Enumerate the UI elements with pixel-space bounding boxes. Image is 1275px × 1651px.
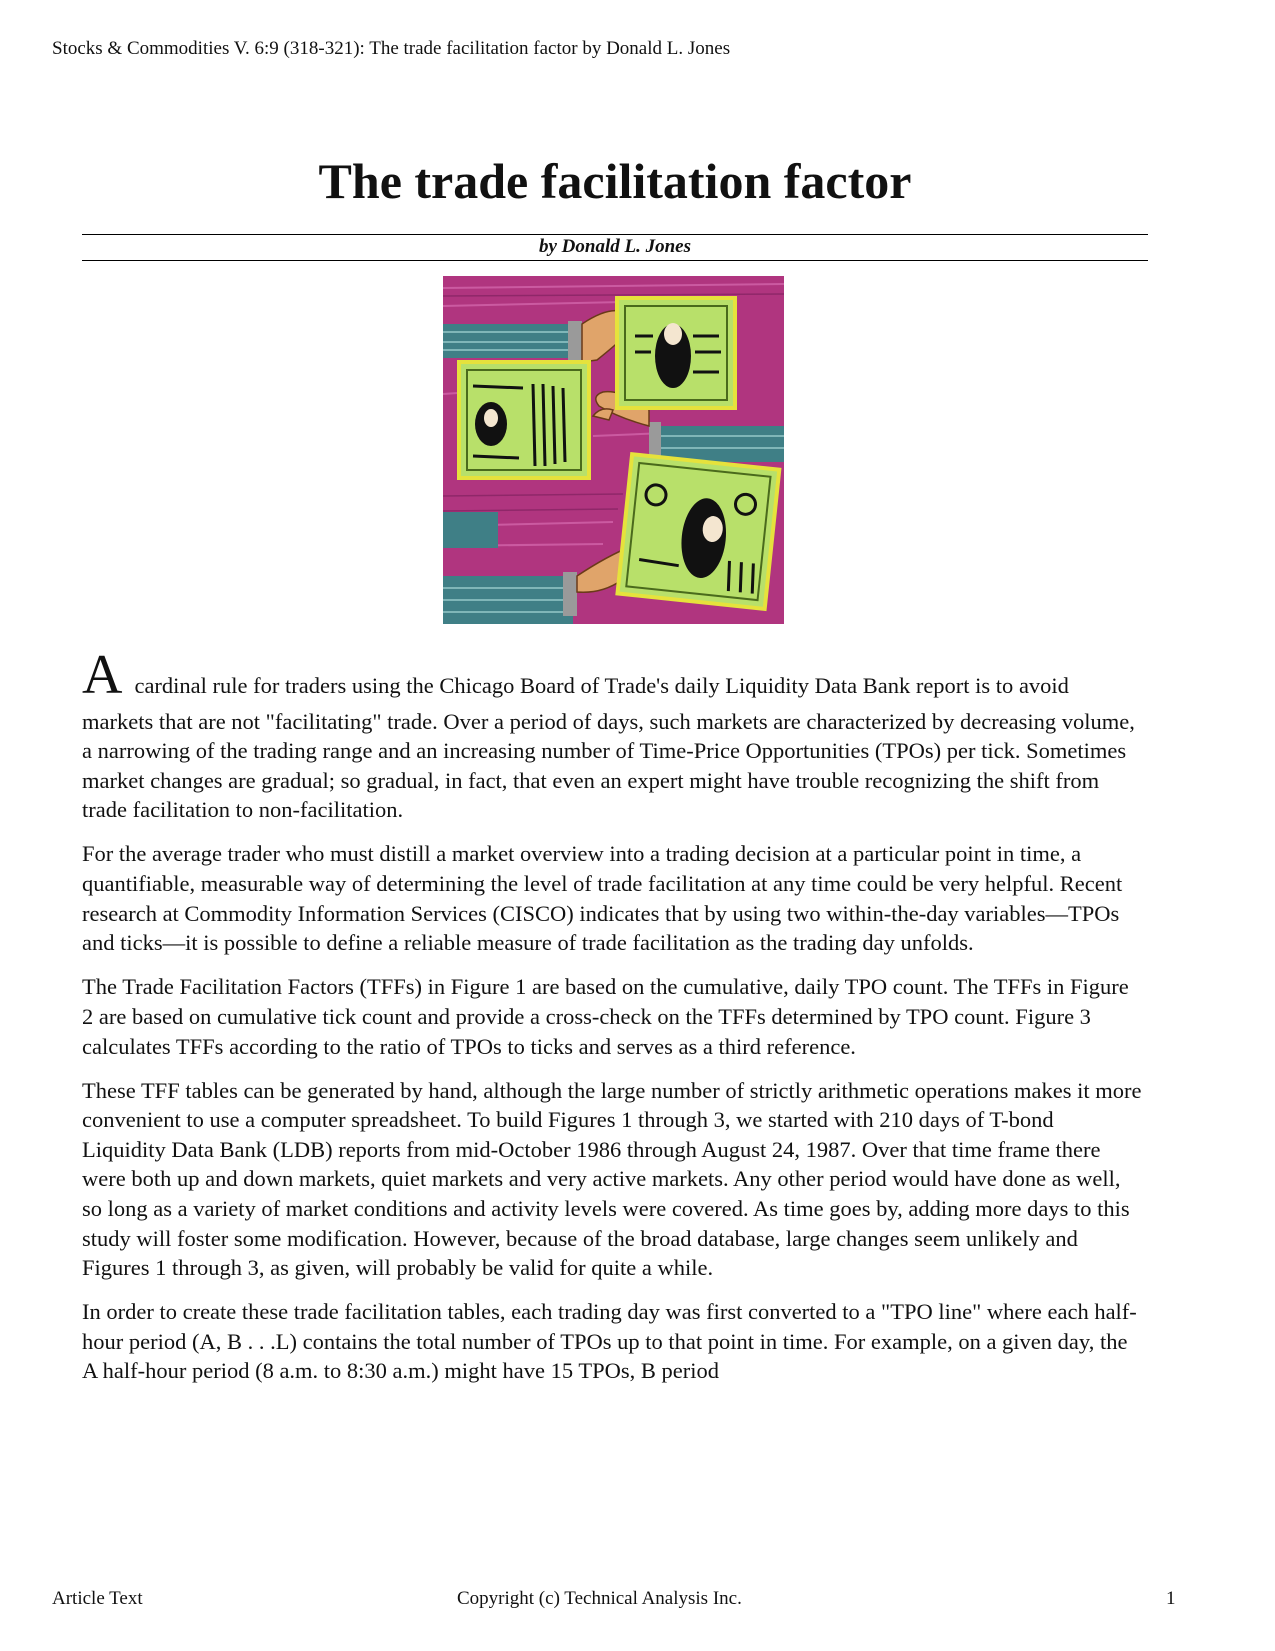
money-exchange-illustration [443, 276, 784, 624]
footer-copyright: Copyright (c) Technical Analysis Inc. [457, 1588, 742, 1609]
first-paragraph-lead: cardinal rule for traders using the Chicago Board of Trade's daily Liquidity Data Bank report is to [134, 673, 1014, 698]
byline-rule-bottom [82, 260, 1148, 261]
paragraph: For the average trader who must distill a market overview into a trading decision at a particular point in time, a quantifiable, measurable way of determining the level of trade facilitation at any time could be very helpful. Recent research at Commodity Information Services (CISCO) indicates that by using two within-the-day variables—TPOs and ticks—it is possible to define a reliable measure of trade facilitation as the trading day unfolds. [82, 841, 1123, 956]
page-number: 1 [1166, 1588, 1176, 1609]
paragraph: The Trade Facilitation Factors (TFFs) in Figure 1 are based on the cumulative, daily TPO count. The TFFs in Figure 2 are based on cumulative tick count and provide a cross-check on the TFFs determined by TPO count. Figure 3 calculates TFFs according to the ratio of TPOs to ticks and serves as a third reference. [82, 974, 1129, 1059]
paragraph: In order to create these trade facilitation tables, each trading day was first converted to a "TPO line" where each half-hour period (A, B . . .L) contains the total number of TPOs up to that point in time. For example, on a given day, the A half-hour period (8 a.m. to 8:30 a.m.) might have 15 TPOs, B period [82, 1299, 1137, 1384]
paragraph: These TFF tables can be generated by hand, although the large number of strictly arithmetic operations makes it more convenient to use a computer spreadsheet. To build Figures 1 through 3, we started with 210 days of T-bond Liquidity Data Bank (LDB) reports from mid-October 1986 through August 24, 1987. Over that time frame there were both up and down markets, quiet markets and very active markets. Any other period would have done as well, so long as a variety of market conditions and activity levels were covered. As time goes by, adding more days to this study will foster some modification. However, because of the broad database, large changes seem unlikely and Figures 1 through 3, as given, will probably be valid for quite a while. [82, 1077, 1142, 1281]
article-title: The trade facilitation factor [318, 153, 912, 209]
running-head: Stocks & Commodities V. 6:9 (318-321): The trade facilitation factor by Donald L. Jones [52, 38, 731, 59]
paragraph [82, 644, 1142, 825]
article-body [82, 644, 1142, 1401]
drop-cap: A [82, 644, 123, 706]
first-paragraph-rest: avoid markets that are not "facilitating" trade. Over a period of days, such markets are characterized by decreasing volume, a narrowing of the trading range and an increasing number of Time-Price Opportunities (TPOs) per tick. Sometimes market changes are gradual; so gradual, in fact, that even an expert might have trouble recognizing the shift from trade facilitation to non-facilitation. [82, 673, 1135, 823]
footer-label: Article Text [52, 1588, 143, 1609]
byline: by Donald L. Jones [539, 236, 691, 257]
